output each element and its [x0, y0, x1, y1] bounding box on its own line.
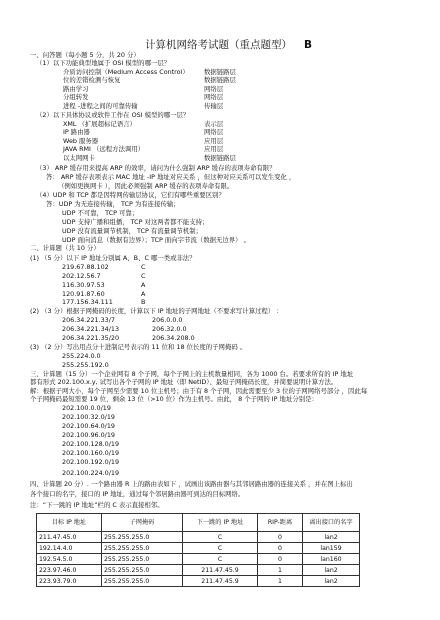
subnet-value: 206.32.0.0 — [152, 325, 187, 333]
table-cell: 211.47.45.9 — [183, 576, 258, 587]
question-text: （4）UDP 和 TCP 都是因特网传输层协议，它们有哪些重要区别？ — [36, 191, 225, 199]
answer-text: 表示层 — [204, 120, 224, 128]
answer-text: 个子网掩码最短需要 19 位，剩余 13 位（>10 位）作为主机号。由此， 8 个子网的 IP 地址分别是： — [30, 395, 318, 403]
item-text: 分组转发 — [63, 93, 89, 101]
table-cell: 192.14.4.0 — [37, 543, 102, 554]
table-cell: C — [183, 532, 258, 543]
table-cell: lan2 — [303, 565, 360, 576]
question-text: （1）以下功能典型地属于 OSI 模型的哪一层？ — [36, 59, 171, 67]
version-label: B — [304, 39, 313, 51]
answer-text: UDP 没有流量调节机制， TCP 有流量调节机制； — [62, 227, 203, 235]
table-cell: 1 — [258, 576, 303, 587]
subnet-value: 202.100.160.0/19 — [62, 449, 120, 457]
table-cell: C — [183, 543, 258, 554]
mask-value: 255.224.0.0 — [62, 352, 101, 360]
subnet-value: 202.100.0.0/19 — [62, 404, 111, 412]
answer-text: 应用层 — [204, 137, 224, 145]
subnet-value: 206.34.208.0 — [152, 334, 195, 342]
subnet-value: 202.100.128.0/19 — [62, 440, 120, 448]
table-row — [37, 554, 360, 565]
column-header: RIP-距离 — [258, 514, 303, 532]
item-text: Web 服务器 — [63, 137, 99, 145]
answer-text: UDP 支持广播和组播， TCP 对这两者都不能支持； — [62, 218, 209, 226]
question-text: (2) （3 分）根据子网掩码的长度，计算以下 IP 地址的子网地址（不要求写计算过程） ： — [30, 307, 283, 315]
answer-text: 数据链路层 — [204, 154, 236, 162]
ip-value: 206.34.221.33/7 — [62, 316, 115, 324]
ip-value: 120.91.87.60 — [62, 290, 105, 298]
section-heading: 一、问答题（每小题 5 分，共 20 分） — [30, 51, 140, 59]
table-header-row — [37, 514, 360, 532]
table-cell: 223.93.79.0 — [37, 576, 102, 587]
note-text: 注：“下一跳的 IP 地址”栏的 C 表示直接相邻。 — [30, 501, 164, 509]
subnet-value: 202.100.96.0/19 — [62, 431, 115, 439]
page-title — [145, 39, 312, 51]
table-cell: lan2 — [303, 532, 360, 543]
subnet-value: 202.100.64.0/19 — [62, 422, 115, 430]
section-heading: 三、计算题（15 分）一个企业网有 8 个子网，每个子网上的主机数量相同，各为 1000 台。若要求所有的 IP 地址 — [30, 370, 354, 378]
item-text: 位的差错检测与恢复 — [63, 76, 121, 84]
table-cell: 211.47.45.0 — [37, 532, 102, 543]
ip-class: C — [141, 272, 146, 280]
ip-class: B — [141, 298, 146, 306]
table-cell: lan160 — [303, 554, 360, 565]
ip-value: 202.12.56.7 — [62, 272, 101, 280]
answer-text: 解：根据子网大小，每个子网至少需要 10 位主机号；由于有 8 个子网，因此需要至少 3 位的子网网络号部分 ，因此每 — [30, 387, 368, 395]
question-text: 各个接口的名字，接口的 IP 地址，通过每个邻居路由器可到达的目标网络。 — [30, 490, 245, 498]
ip-class: C — [141, 263, 146, 271]
table-cell: 255.255.255.0 — [102, 532, 183, 543]
table-cell: 255.255.255.0 — [102, 543, 183, 554]
item-text: JAVA RMI （远程方法调用） — [63, 145, 145, 153]
subnet-value: 206.0.0.0 — [152, 316, 183, 324]
table-cell: 0 — [258, 554, 303, 565]
table-cell: 0 — [258, 532, 303, 543]
ip-class: A — [141, 290, 146, 298]
section-heading: 二、计算题（共 10 分） — [30, 244, 100, 252]
answer-text: 传输层 — [204, 102, 224, 110]
table-row — [37, 565, 360, 576]
answer-text: UDP 面向消息（数据有边界）；TCP 面向字节流（数据无边界） 。 — [62, 236, 250, 244]
item-text: 路由学习 — [63, 85, 89, 93]
table-cell: lan2 — [303, 576, 360, 587]
mask-value: 255.255.192.0 — [62, 361, 109, 369]
question-text: (1) （5 分）以下 IP 地址分别属 A、B、C 哪一类或非法？ — [30, 254, 196, 262]
question-text: （3） ARP 缓存用来提高 ARP 的效率，请问为什么强制 ARP 缓存的表项寿命有限？ — [36, 164, 276, 172]
subnet-value: 202.100.224.0/19 — [62, 469, 120, 477]
item-text: XML （扩展超标记语言） — [63, 120, 136, 128]
table-cell: C — [183, 554, 258, 565]
question-text: 都有形式 202.100.x.y, 试写出各个子网的 IP 地址（即 NetID）、最短子网掩码长度，并简要说明计算方法。 — [30, 378, 338, 386]
item-text: 介质访问控制（Medium Access Control） — [63, 68, 189, 76]
question-text: （2）以下具体协议或软件工作在 OSI 模型的哪一层？ — [36, 111, 190, 119]
table-cell: 255.255.255.0 — [102, 565, 183, 576]
table-cell: 255.255.255.0 — [102, 576, 183, 587]
table-cell: 223.97.46.0 — [37, 565, 102, 576]
table-cell: 192.54.5.0 — [37, 554, 102, 565]
item-text: 以太网网卡 — [63, 154, 95, 162]
item-text: 进程 -进程之间的可靠传输 — [63, 102, 138, 110]
column-header: 下一跳的 IP 地址 — [183, 514, 258, 532]
ip-value: 206.34.221.34/13 — [62, 325, 120, 333]
table-cell: 255.255.255.0 — [102, 554, 183, 565]
answer-text: 数据链路层 — [204, 76, 236, 84]
column-header: 子网掩码 — [102, 514, 183, 532]
answer-text: 数据链路层 — [204, 68, 236, 76]
answer-text: 网络层 — [204, 93, 224, 101]
ip-value: 206.34.221.35/20 — [62, 334, 120, 342]
answer-text: 网络层 — [204, 128, 224, 136]
routing-table — [36, 513, 360, 587]
answer-text: （例如更换网卡 ），因此必须强制 ARP 缓存的表项寿命有限。 — [58, 182, 234, 190]
ip-value: 177.156.34.111 — [62, 298, 113, 306]
table-cell: 1 — [258, 565, 303, 576]
table-row — [37, 532, 360, 543]
question-text: (3) （2 分）写出用点分十进制记号表示的 11 位和 18 位长度的子网掩码 。 — [30, 343, 247, 351]
subnet-value: 202.100.32.0/19 — [62, 413, 115, 421]
table-row — [37, 543, 360, 554]
answer-text: 应用层 — [204, 145, 224, 153]
column-header: 目标 IP 地址 — [37, 514, 102, 532]
answer-text: 答：UDP 为无连接传输， TCP 为有连接传输； — [46, 200, 180, 208]
item-text: IP 路由器 — [63, 128, 90, 136]
subnet-value: 202.100.192.0/19 — [62, 458, 120, 466]
table-cell: 211.47.45.9 — [183, 565, 258, 576]
column-header: 离出接口的名字 — [303, 514, 360, 532]
section-heading: 四、计算题 20 分）. 一个路由器 R 上的路由表如下 ，试画出该路由器与其邻居路由器的连接关系 ，并在图上标出 — [30, 480, 353, 488]
ip-value: 219.67.88.102 — [62, 263, 109, 271]
ip-class: A — [141, 281, 146, 289]
answer-text: UDP 不可靠， TCP 可靠； — [62, 209, 139, 217]
answer-text: 网络层 — [204, 85, 224, 93]
page-title-text: 计算机网络考试题（重点题型） — [145, 39, 292, 51]
table-cell: lan159 — [303, 543, 360, 554]
table-cell: 0 — [258, 543, 303, 554]
answer-text: 答： ARP 缓存表项表示 MAC 地址 -IP 地址对应关系 ，但这种对应关系可以发生变化 ， — [46, 173, 296, 181]
ip-value: 116.30.97.53 — [62, 281, 105, 289]
table-row — [37, 576, 360, 587]
